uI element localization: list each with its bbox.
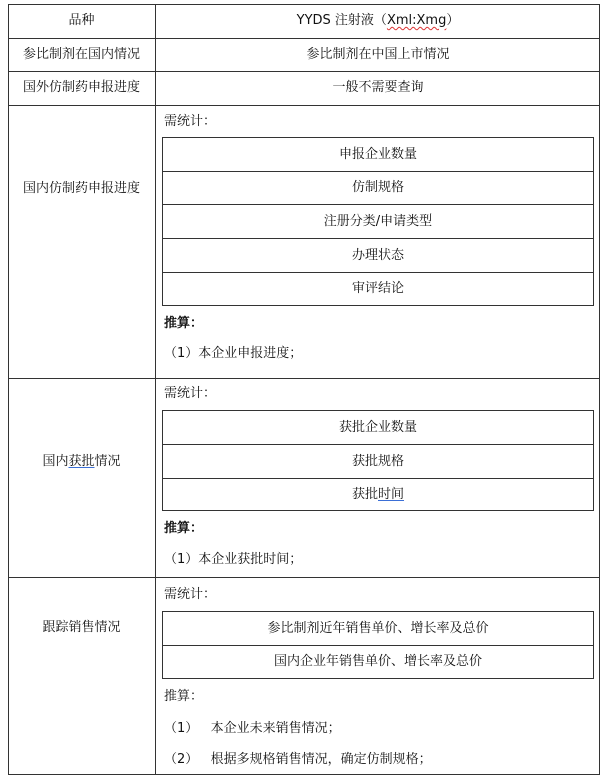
- domestic-progress-label: 国内仿制药申报进度: [22, 181, 140, 196]
- sales-tracking-calc-title: 推算：: [164, 689, 204, 704]
- reference-domestic-label: 参比制剂在国内情况: [22, 47, 140, 62]
- variety-value-spec: Xml:Xmg: [386, 13, 447, 28]
- stats-item: 获批规格: [351, 454, 404, 469]
- variety-value: [156, 13, 600, 29]
- domestic-approval-calc-title: 推算：: [164, 521, 204, 536]
- variety-label: 品种: [68, 13, 95, 28]
- stats-item: 注册分类/申请类型: [323, 214, 433, 229]
- sales-tracking-calc-item: （1） 本企业未来销售情况；: [164, 721, 341, 736]
- stats-item: 审评结论: [351, 281, 404, 296]
- sales-tracking-stats-table: [162, 611, 594, 679]
- variety-value-prefix: YYDS 注射液（: [296, 13, 387, 28]
- foreign-progress-value: 一般不需要查询: [332, 80, 424, 95]
- stats-item: 申报企业数量: [338, 147, 417, 162]
- stats-item: 国内企业年销售单价、增长率及总价: [273, 654, 482, 669]
- stats-item: 仿制规格: [351, 180, 404, 195]
- stats-item: 办理状态: [351, 248, 404, 263]
- row-divider: [8, 378, 600, 379]
- stats-item-approval-time: 获批时间: [351, 487, 405, 502]
- foreign-progress-label: 国外仿制药申报进度: [22, 80, 140, 95]
- domestic-progress-calc-item: （1）本企业申报进度；: [164, 346, 303, 361]
- variety-value-suffix: ）: [446, 13, 460, 28]
- stats-item: 获批企业数量: [338, 420, 417, 435]
- sales-tracking-calc-item: （2） 根据多规格销售情况，确定仿制规格；: [164, 752, 432, 767]
- domestic-progress-stats-table: [162, 137, 594, 306]
- domestic-approval-calc-item: （1）本企业获批时间；: [164, 552, 303, 567]
- domestic-approval-label: 国内获批情况: [42, 454, 121, 469]
- row-divider: [8, 577, 600, 578]
- domestic-approval-stats-table: [162, 410, 594, 511]
- stats-item: 参比制剂近年销售单价、增长率及总价: [267, 621, 489, 636]
- row-divider: [8, 38, 600, 39]
- reference-domestic-value: 参比制剂在中国上市情况: [306, 47, 450, 62]
- row-divider: [8, 105, 600, 106]
- domestic-progress-calc-title: 推算：: [164, 316, 204, 331]
- sales-tracking-need-stats: 需统计：: [164, 587, 217, 602]
- row-divider: [8, 71, 600, 72]
- sales-tracking-label: 跟踪销售情况: [42, 620, 121, 635]
- domestic-approval-need-stats: 需统计：: [164, 386, 217, 401]
- domestic-progress-need-stats: 需统计：: [164, 114, 217, 129]
- column-divider: [155, 4, 156, 775]
